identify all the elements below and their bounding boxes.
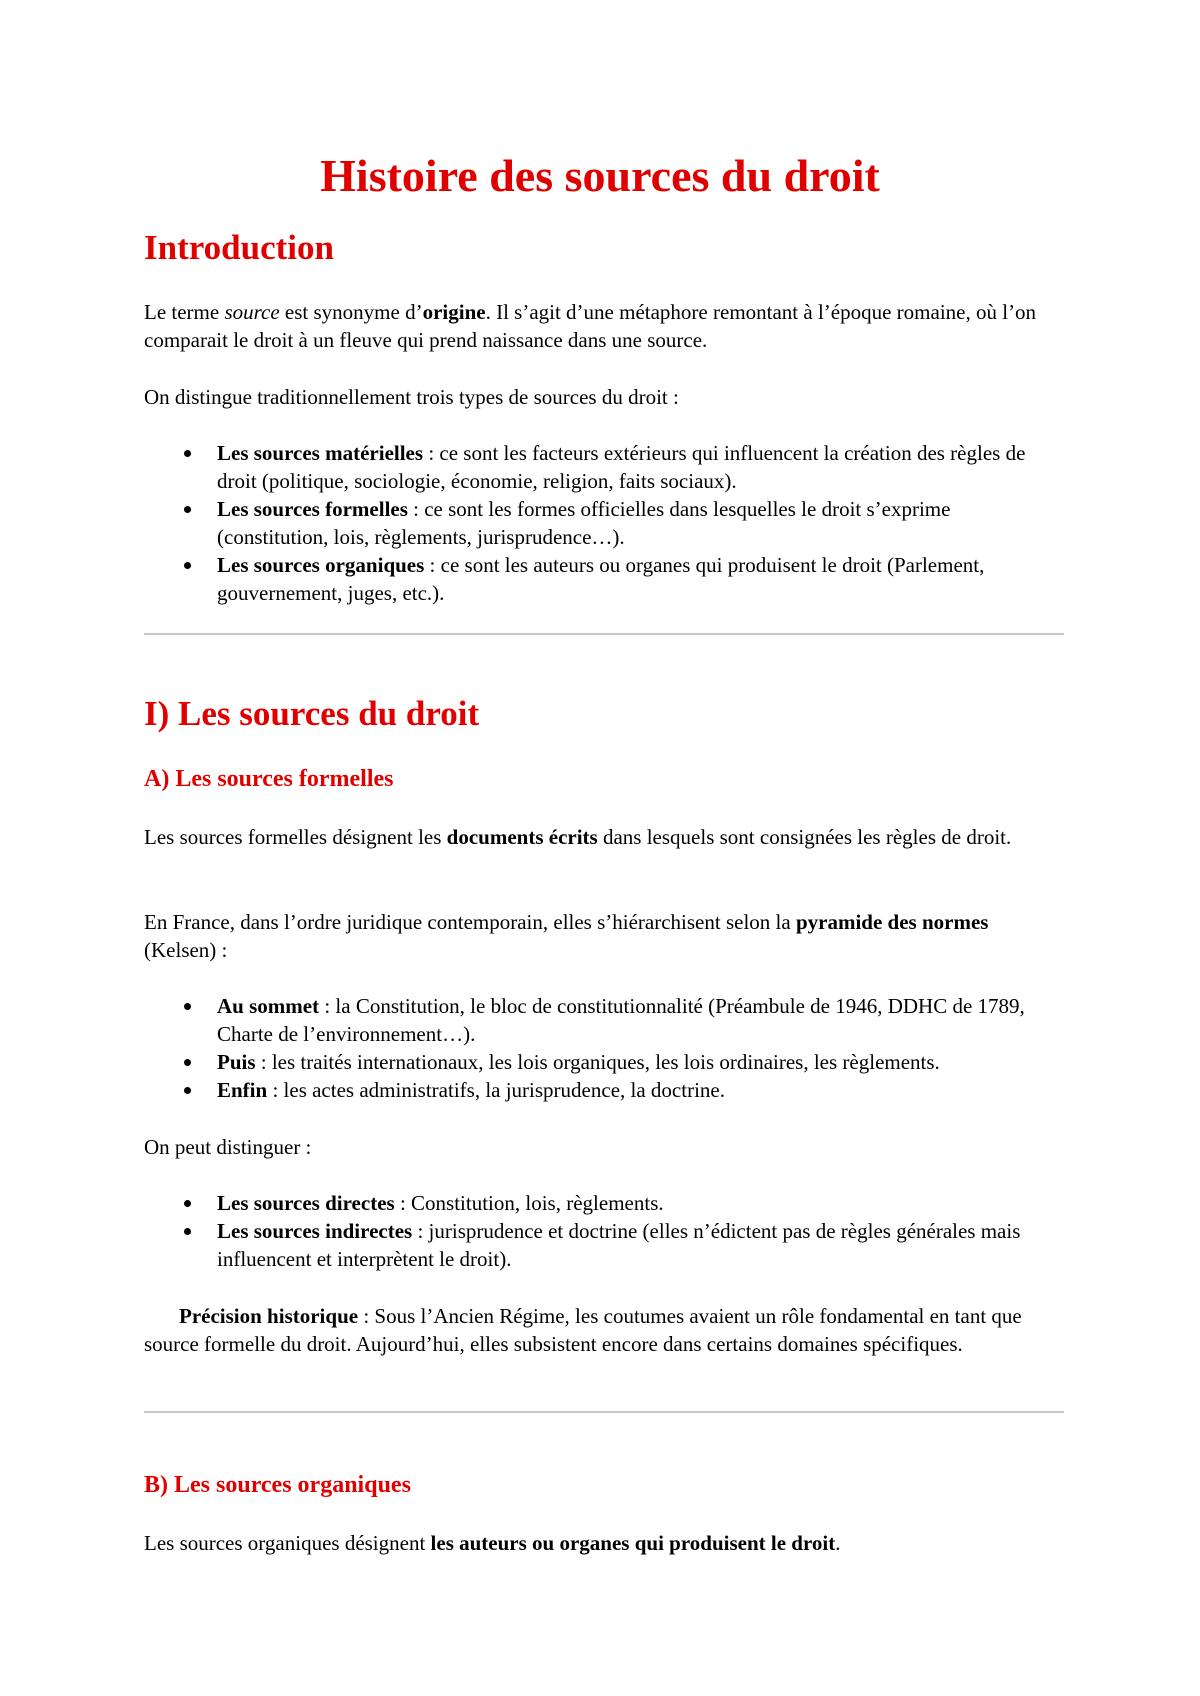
list-item: Les sources matérielles : ce sont les facteurs extérieurs qui influencent la création des règles de droit (politique, sociologie, économie, religion, faits sociaux). xyxy=(144,439,1064,495)
formal-sources-paragraph-1: Les sources formelles désignent les documents écrits dans lesquels sont consignées les règles de droit. xyxy=(144,825,1012,849)
section-divider xyxy=(144,633,1064,635)
organic-sources-paragraph-1: Les sources organiques désignent les auteurs ou organes qui produisent le droit. xyxy=(144,1531,841,1555)
pyramid-levels-list xyxy=(144,992,1064,1104)
historical-note-paragraph: Précision historique : Sous l’Ancien Régime, les coutumes avaient un rôle fondamental en tant que source formelle du droit. Aujourd’hui, elles subsistent encore dans certains domaines spécifiques. xyxy=(144,1304,1022,1356)
list-item: Enfin : les actes administratifs, la jurisprudence, la doctrine. xyxy=(144,1076,1064,1104)
list-item: Les sources organiques : ce sont les auteurs ou organes qui produisent le droit (Parlement, gouvernement, juges, etc.). xyxy=(144,551,1064,607)
bullet-icon xyxy=(184,1059,191,1066)
bullet-icon xyxy=(184,1087,191,1094)
list-item: Les sources directes : Constitution, lois, règlements. xyxy=(144,1189,1064,1217)
direct-indirect-sources-list xyxy=(144,1189,1064,1273)
bullet-icon xyxy=(184,450,191,457)
term-source: source xyxy=(224,300,280,324)
formal-sources-paragraph-2: En France, dans l’ordre juridique contemporain, elles s’hiérarchisent selon la pyramide des normes (Kelsen) : xyxy=(144,910,989,962)
list-item: Les sources formelles : ce sont les formes officielles dans lesquelles le droit s’exprime (constitution, lois, règlements, jurisprudence…). xyxy=(144,495,1064,551)
intro-heading: Introduction xyxy=(144,228,334,267)
intro-paragraph-1: Le terme source est synonyme d’origine. Il s’agit d’une métaphore remontant à l’époque romaine, où l’on comparait le droit à un fleuve qui prend naissance dans une source. xyxy=(144,300,1037,352)
list-item: Au sommet : la Constitution, le bloc de constitutionnalité (Préambule de 1946, DDHC de 1789, Charte de l’environnement…). xyxy=(144,992,1064,1048)
bullet-icon xyxy=(184,1003,191,1010)
bullet-icon xyxy=(184,506,191,513)
document-title: Histoire des sources du droit xyxy=(320,150,880,201)
intro-paragraph-2: On distingue traditionnellement trois types de sources du droit : xyxy=(144,385,679,409)
subsection-a-heading: A) Les sources formelles xyxy=(144,766,394,792)
bullet-icon xyxy=(184,562,191,569)
term-origine: origine xyxy=(422,300,486,324)
list-item: Puis : les traités internationaux, les lois organiques, les lois ordinaires, les règlements. xyxy=(144,1048,1064,1076)
formal-sources-paragraph-3: On peut distinguer : xyxy=(144,1135,312,1159)
list-item: Les sources indirectes : jurisprudence et doctrine (elles n’édictent pas de règles générales mais influencent et interprètent le droit). xyxy=(144,1217,1064,1273)
part1-heading: I) Les sources du droit xyxy=(144,694,480,733)
intro-source-types-list xyxy=(144,439,1064,607)
bullet-icon xyxy=(184,1228,191,1235)
subsection-b-heading: B) Les sources organiques xyxy=(144,1472,411,1498)
bullet-icon xyxy=(184,1200,191,1207)
section-divider xyxy=(144,1411,1064,1413)
